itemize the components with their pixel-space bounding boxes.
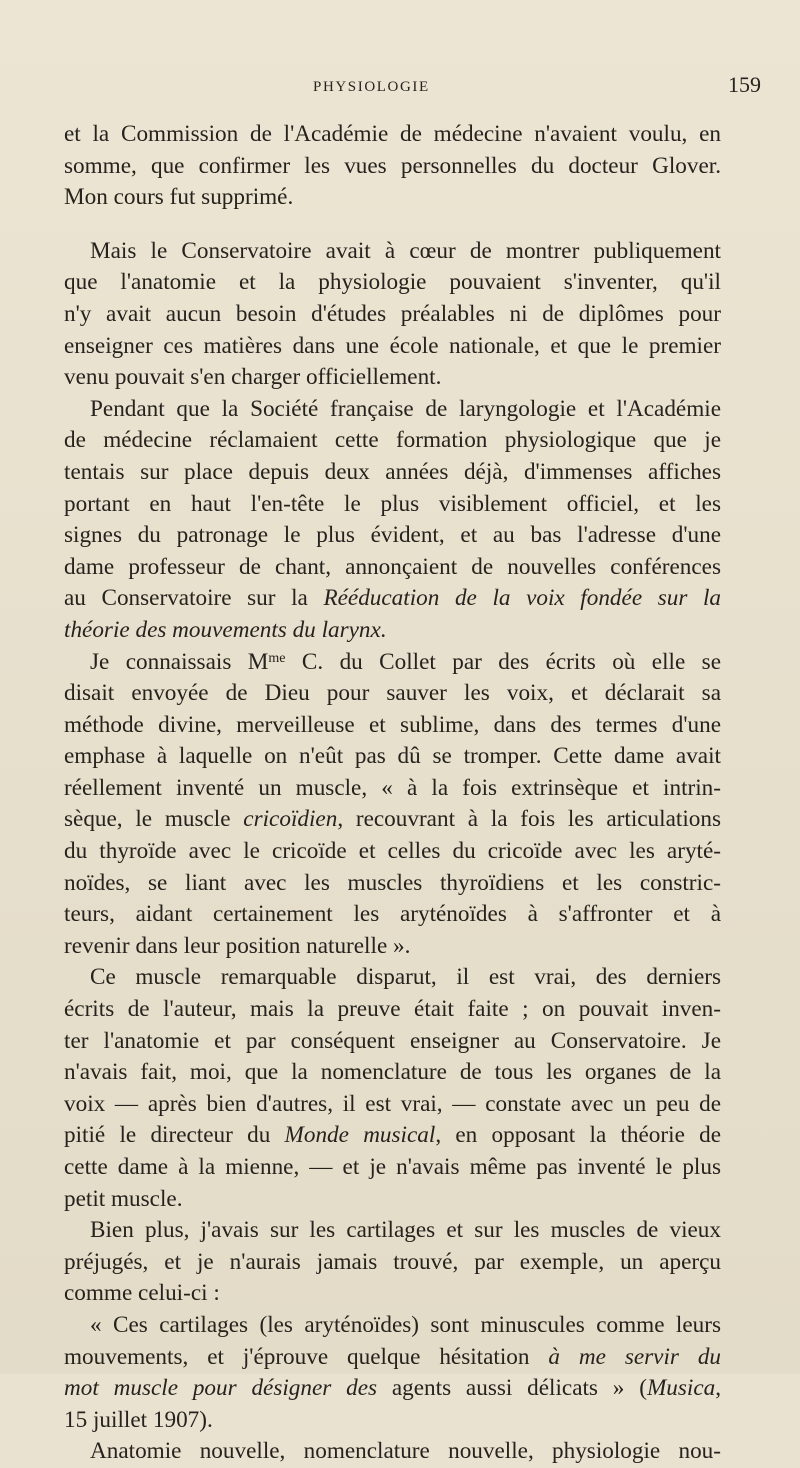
text-line bbox=[64, 583, 721, 615]
text-span: , recouvrant à la fois les articulations bbox=[337, 806, 721, 833]
text-span: Je connaissais M bbox=[90, 648, 269, 675]
text-line: emphase à laquelle on n'eût pas dû se tromper. Cette dame avait bbox=[64, 743, 721, 770]
text-line: venu pouvait s'en charger officiellement. bbox=[64, 364, 442, 391]
text-line: revenir dans leur position naturelle ». bbox=[64, 932, 411, 959]
text-line: n'y avait aucun besoin d'études préalables ni de diplômes pour bbox=[64, 300, 721, 327]
body-text bbox=[64, 119, 721, 1468]
text-line bbox=[64, 615, 721, 647]
text-span: , bbox=[715, 1375, 721, 1402]
text-line: enseigner ces matières dans une école nationale, et que le premier bbox=[64, 332, 721, 359]
text-line: n'avais fait, moi, que la nomenclature de tous les organes de la bbox=[64, 1059, 721, 1086]
text-line: petit muscle. bbox=[64, 1185, 183, 1212]
text-line: teurs, aidant certainement les aryténoïdes à s'affronter et à bbox=[64, 901, 721, 928]
text-span: mouvements, et j'éprouve quelque hésitation bbox=[64, 1343, 549, 1370]
text-line: écrits de l'auteur, mais la preuve était faite ; on pouvait inven- bbox=[64, 996, 721, 1023]
paragraph bbox=[64, 236, 721, 394]
text-line: « Ces cartilages (les aryténoïdes) sont minuscules comme leurs bbox=[90, 1311, 721, 1338]
journal-title-italic: Monde musical bbox=[284, 1122, 436, 1149]
book-title-italic: Rééducation de la voix fondée sur la bbox=[323, 585, 721, 612]
text-line: ter l'anatomie et par conséquent enseigner au Conservatoire. Je bbox=[64, 1027, 721, 1054]
text-line bbox=[64, 647, 721, 679]
superscript: me bbox=[268, 650, 286, 666]
text-line: Pendant que la Société française de laryngologie et l'Académie bbox=[90, 395, 721, 422]
book-title-italic: théorie des mouvements du larynx. bbox=[64, 616, 387, 643]
quote-italic: mot muscle pour désigner des bbox=[64, 1375, 378, 1402]
text-line: voix — après bien d'autres, il est vrai, — constate avec un peu de bbox=[64, 1090, 721, 1117]
text-line bbox=[64, 1342, 721, 1374]
text-line: de médecine réclamaient cette formation physiologique que je bbox=[64, 427, 721, 454]
text-line: 15 juillet 1907). bbox=[64, 1406, 213, 1433]
term-italic: cricoïdien bbox=[243, 806, 338, 833]
text-line: cette dame à la mienne, — et je n'avais même pas inventé le plus bbox=[64, 1154, 721, 1180]
text-line: noïdes, se liant avec les muscles thyroïdiens et les constric- bbox=[64, 869, 721, 896]
paragraph bbox=[64, 1215, 721, 1310]
text-line: signes du patronage le plus évident, et au bas l'adresse d'une bbox=[64, 522, 721, 549]
quote-italic: à me servir du bbox=[548, 1343, 722, 1370]
text-line: et la Commission de l'Académie de médecine n'avaient voulu, en bbox=[64, 121, 721, 147]
text-line bbox=[64, 804, 721, 836]
paragraph bbox=[64, 394, 721, 647]
page-header bbox=[0, 70, 800, 110]
text-span: , en opposant la théorie de bbox=[435, 1122, 721, 1149]
text-line: du thyroïde avec le cricoïde et celles du cricoïde avec les aryté- bbox=[64, 838, 721, 865]
text-line bbox=[64, 1373, 721, 1405]
text-line: portant en haut l'en-tête le plus visiblement officiel, et les bbox=[64, 490, 721, 517]
paragraph bbox=[64, 647, 721, 963]
text-line: préjugés, et je n'aurais jamais trouvé, par exemple, un aperçu bbox=[64, 1248, 721, 1275]
text-line: Bien plus, j'avais sur les cartilages et sur les muscles de vieux bbox=[90, 1217, 721, 1244]
text-line: méthode divine, merveilleuse et sublime, dans des termes d'une bbox=[64, 711, 721, 738]
text-span: sèque, le muscle bbox=[64, 806, 244, 833]
text-span: agents aussi délicats » ( bbox=[377, 1375, 647, 1402]
text-line: Anatomie nouvelle, nomenclature nouvelle, physiologie nou- bbox=[90, 1438, 721, 1465]
paragraph-gap bbox=[64, 214, 721, 236]
journal-title-italic: Musica bbox=[646, 1375, 716, 1402]
text-line: tentais sur place depuis deux années déjà, d'immenses affiches bbox=[64, 458, 721, 485]
quotation bbox=[64, 1310, 721, 1436]
text-span: au Conservatoire sur la bbox=[64, 585, 324, 612]
running-head: PHYSIOLOGIE bbox=[313, 79, 430, 95]
text-line: comme celui-ci : bbox=[64, 1280, 220, 1307]
text-line: disait envoyée de Dieu pour sauver les voix, et déclarait sa bbox=[64, 680, 721, 707]
text-span: C. du Collet par des écrits où elle se bbox=[285, 648, 721, 675]
text-line: somme, que confirmer les vues personnelles du docteur Glover. bbox=[64, 152, 721, 179]
text-line: Mon cours fut supprimé. bbox=[64, 184, 294, 211]
text-line: que l'anatomie et la physiologie pouvaient s'inventer, qu'il bbox=[64, 269, 721, 296]
text-line: dame professeur de chant, annonçaient de nouvelles conférences bbox=[64, 553, 721, 580]
text-line bbox=[64, 1120, 721, 1152]
text-line: Mais le Conservatoire avait à cœur de montrer publiquement bbox=[90, 237, 721, 264]
paragraph bbox=[64, 1436, 721, 1468]
text-line: réellement inventé un muscle, « à la fois extrinsèque et intrin- bbox=[64, 774, 721, 801]
paragraph bbox=[64, 119, 721, 214]
page-number: 159 bbox=[728, 72, 761, 97]
text-span: pitié le directeur du bbox=[64, 1122, 285, 1149]
paragraph bbox=[64, 962, 721, 1215]
text-line: Ce muscle remarquable disparut, il est vrai, des derniers bbox=[90, 964, 721, 991]
